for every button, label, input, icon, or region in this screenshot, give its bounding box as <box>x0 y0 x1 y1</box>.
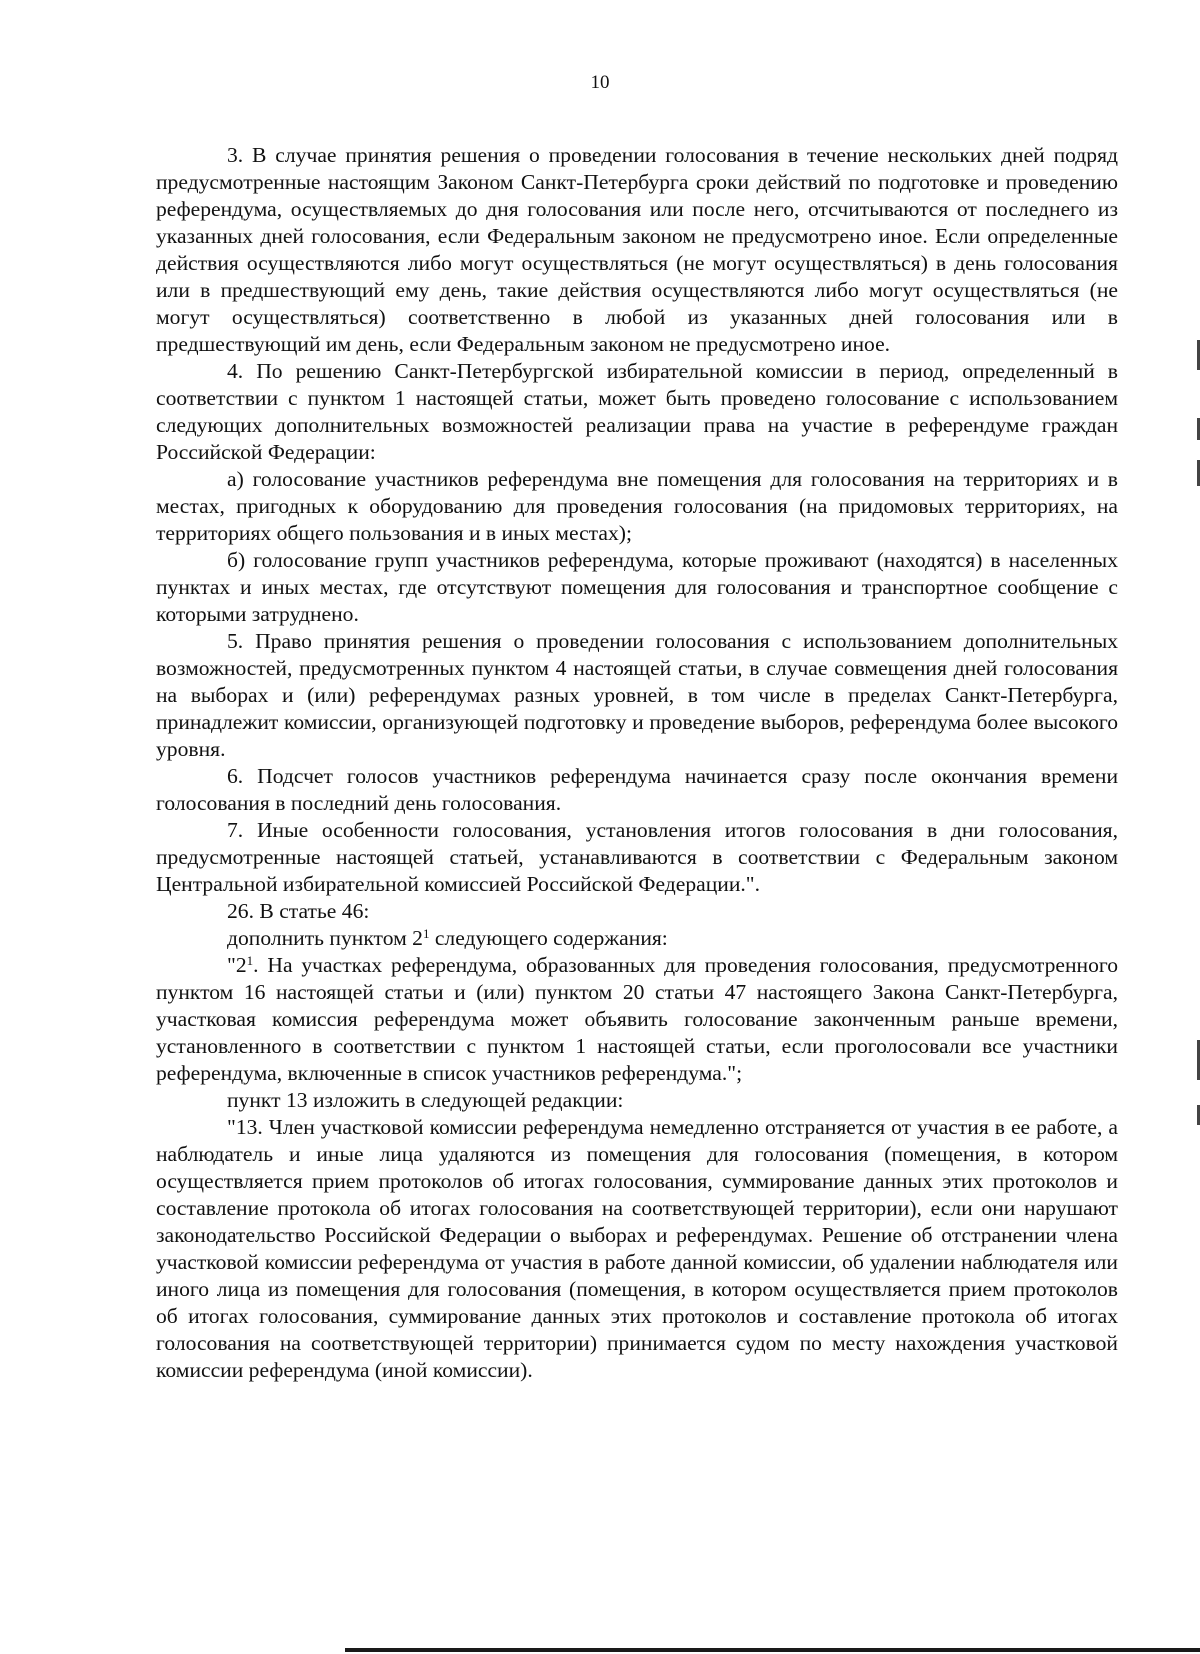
subparagraph-a: а) голосование участников референдума вне помещения для голосования на территориях и в местах, пригодных к оборудованию для проведения голосования (на придомовых территориях, на территориях общего пользования и в иных местах); <box>156 467 1118 545</box>
paragraph-3: 3. В случае принятия решения о проведении голосования в течение нескольких дней подряд предусмотренные настоящим Законом Санкт-Петербурга сроки действий по подготовке и проведению референдума, осуществляемых до дня голосования или после него, отсчитываются от последнего из указанных дней голосования, если Федеральным законом не предусмотрено иное. Если определенные действия осуществляются либо могут осуществляться (не могут осуществляться) в день голосования или в предшествующий ему день, такие действия осуществляются либо могут осуществляться (не могут осуществляться) соответственно в любой из указанных дней голосования или в предшествующий им день, если Федеральным законом не предусмотрено иное. <box>156 143 1118 356</box>
paragraph-2-1 <box>156 952 1118 1087</box>
amendment-instruction-13: пункт 13 изложить в следующей редакции: <box>227 1088 624 1112</box>
paragraph-5: 5. Право принятия решения о проведении голосования с использованием дополнительных возможностей, предусмотренных пунктом 4 настоящей статьи, в случае совмещения дней голосования на выборах и (или) референдумах разных уровней, в том числе в пределах Санкт-Петербурга, принадлежит комиссии, организующей подготовку и проведение выборов, референдума более высокого уровня. <box>156 629 1118 761</box>
page-number: 10 <box>590 72 610 93</box>
subparagraph-b: б) голосование групп участников референдума, которые проживают (находятся) в населенных пунктах и иных местах, где отсутствуют помещения для голосования и транспортное сообщение с которыми затруднено. <box>156 548 1118 626</box>
paragraph-2-1-number: "2 <box>227 953 247 977</box>
instruction-text-tail: следующего содержания: <box>429 926 668 950</box>
superscript: 1 <box>422 925 430 941</box>
superscript: 1 <box>246 952 254 968</box>
scan-bottom-edge <box>345 1648 1200 1652</box>
paragraph-4: 4. По решению Санкт-Петербургской избирательной комиссии в период, определенный в соответствии с пунктом 1 настоящей статьи, может быть проведено голосование с использованием следующих дополнительных возможностей реализации права на участие в референдуме граждан Российской Федерации: <box>156 359 1118 464</box>
paragraph-6: 6. Подсчет голосов участников референдума начинается сразу после окончания времени голосования в последний день голосования. <box>156 764 1118 815</box>
paragraph-2-1-text: . На участках референдума, образованных для проведения голосования, предусмотренного пунктом 16 настоящей статьи и (или) пунктом 20 статьи 47 настоящего Закона Санкт-Петербурга, участковая комиссия референдума может объявить голосование законченным раньше времени, установленного в соответствии с пунктом 1 настоящей статьи, если проголосовали все участники референдума, включенные в список участников референдума."; <box>156 953 1118 1085</box>
paragraph-13: "13. Член участковой комиссии референдума немедленно отстраняется от участия в ее работе, а наблюдатель и иные лица удаляются из помещения для голосования (помещения, в котором осуществляется прием протоколов об итогах голосования, суммирование данных этих протоколов и составление протокола об итогах голосования на соответствующей территории), если они нарушают законодательство Российской Федерации о выборах и референдумах. Решение об отстранении члена участковой комиссии референдума от участия в работе данной комиссии, об удалении наблюдателя или иного лица из помещения для голосования (помещения, в котором осуществляется прием протоколов об итогах голосования, суммирование данных этих протоколов и составление протокола об итогах голосования на соответствующей территории) принимается судом по месту нахождения участковой комиссии референдума (иной комиссии). <box>156 1115 1118 1382</box>
instruction-text: дополнить пунктом 2 <box>227 926 423 950</box>
amendment-instruction-2-1 <box>156 925 1118 952</box>
paragraph-7: 7. Иные особенности голосования, установления итогов голосования в дни голосования, предусмотренные настоящей статьей, устанавливаются в соответствии с Федеральным законом Центральной избирательной комиссией Российской Федерации.". <box>156 818 1118 896</box>
article-26-heading: 26. В статье 46: <box>227 899 370 923</box>
document-body <box>156 142 1118 1384</box>
